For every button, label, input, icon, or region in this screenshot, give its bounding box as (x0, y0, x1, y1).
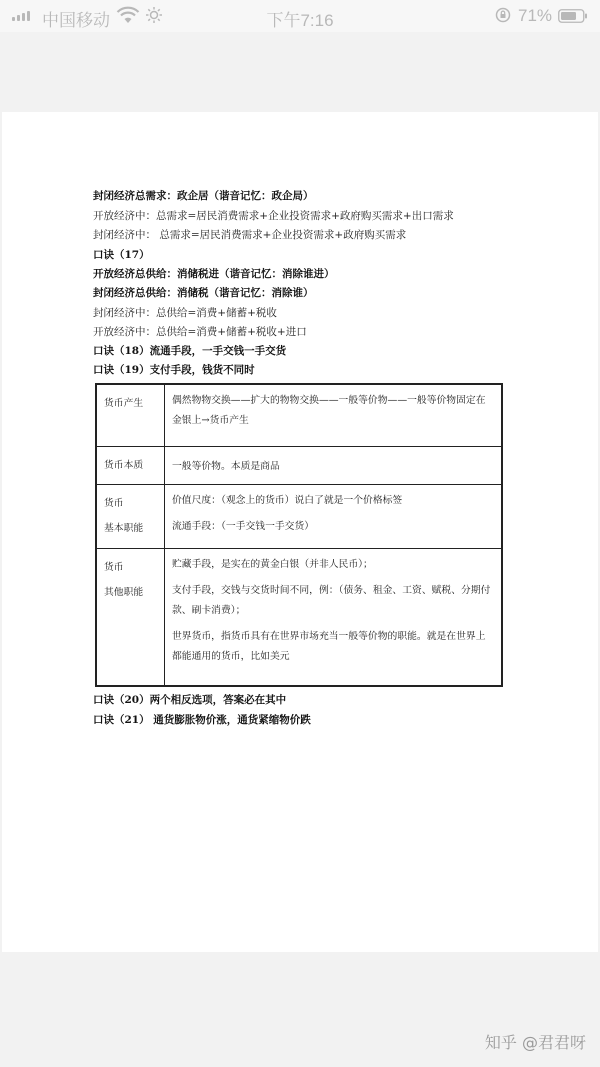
table-row (96, 384, 502, 446)
table-head-text: 货币 (104, 561, 124, 573)
doc-line: 口诀（19）支付手段，钱货不同时 (93, 364, 255, 376)
table-row (96, 484, 502, 548)
table-head-text: 基本职能 (104, 522, 144, 534)
table-body-cell (165, 548, 503, 686)
status-bar (0, 0, 600, 32)
doc-line: 封闭经济总需求：政企居（谐音记忆：政企局） (93, 190, 314, 202)
table-body-cell (165, 484, 503, 548)
table-body-text: 一般等价物。本质是商品 (172, 460, 280, 472)
doc-line: 口诀（21） 通货膨胀物价涨，通货紧缩物价跌 (93, 714, 311, 726)
doc-line: 封闭经济总供给：消储税（谐音记忆：消除谁） (93, 287, 314, 299)
table-head-cell (96, 446, 165, 484)
table-body-text: 价值尺度：（观念上的货币）说白了就是一个价格标签 (172, 494, 403, 506)
table-body-text: 支付手段，交钱与交货时间不同，例：（债务、租金、工资、赋税、分期付款、刷卡消费）； (172, 584, 491, 616)
battery-icon (558, 9, 588, 23)
table-body-cell (165, 446, 503, 484)
doc-line: 封闭经济中：总供给=消费+储蓄+税收 (93, 307, 277, 319)
carrier-name: 中国移动 (42, 11, 110, 30)
table-head-cell (96, 484, 165, 548)
doc-line: 开放经济总供给：消储税进（谐音记忆：消除谁进） (93, 268, 335, 280)
doc-line: 开放经济中：总供给=消费+储蓄+税收+进口 (93, 326, 307, 338)
table-row (96, 446, 502, 484)
table-head-cell (96, 548, 165, 686)
doc-line: 口诀（18）流通手段，一手交钱一手交货 (93, 345, 287, 357)
clock-time: 下午7:16 (266, 11, 334, 30)
table-body-text: 世界货币，指货币具有在世界市场充当一般等价物的职能。就是在世界上都能通用的货币，比如美元 (172, 630, 486, 662)
doc-line: 封闭经济中： 总需求=居民消费需求+企业投资需求+政府购买需求 (93, 229, 407, 241)
table-head-text: 货币产生 (104, 398, 144, 409)
doc-line: 开放经济中：总需求=居民消费需求+企业投资需求+政府购买需求+出口需求 (93, 210, 454, 222)
table-head-text: 货币本质 (104, 459, 144, 471)
table-head-text: 其他职能 (104, 586, 144, 598)
table-body-text: 贮藏手段，是实在的黄金白银（并非人民币）； (172, 558, 373, 570)
battery-percent: 71% (518, 6, 553, 25)
orientation-lock-icon (495, 7, 511, 23)
doc-line: 口诀（20）两个相反选项，答案必在其中 (93, 694, 287, 706)
table-body-cell (165, 384, 503, 446)
doc-line: 口诀（17） (93, 249, 150, 261)
table-body-text: 偶然物物交换——扩大的物物交换——一般等价物——一般等价物固定在金银上→货币产生 (172, 395, 486, 426)
table-head-cell (96, 384, 165, 446)
table-body-text: 流通手段：（一手交钱一手交货） (172, 520, 315, 532)
table-head-text: 货币 (104, 497, 124, 509)
table-row (96, 548, 502, 686)
money-table (95, 383, 503, 687)
zhihu-watermark: 知乎 @君君呀 (484, 1033, 586, 1052)
